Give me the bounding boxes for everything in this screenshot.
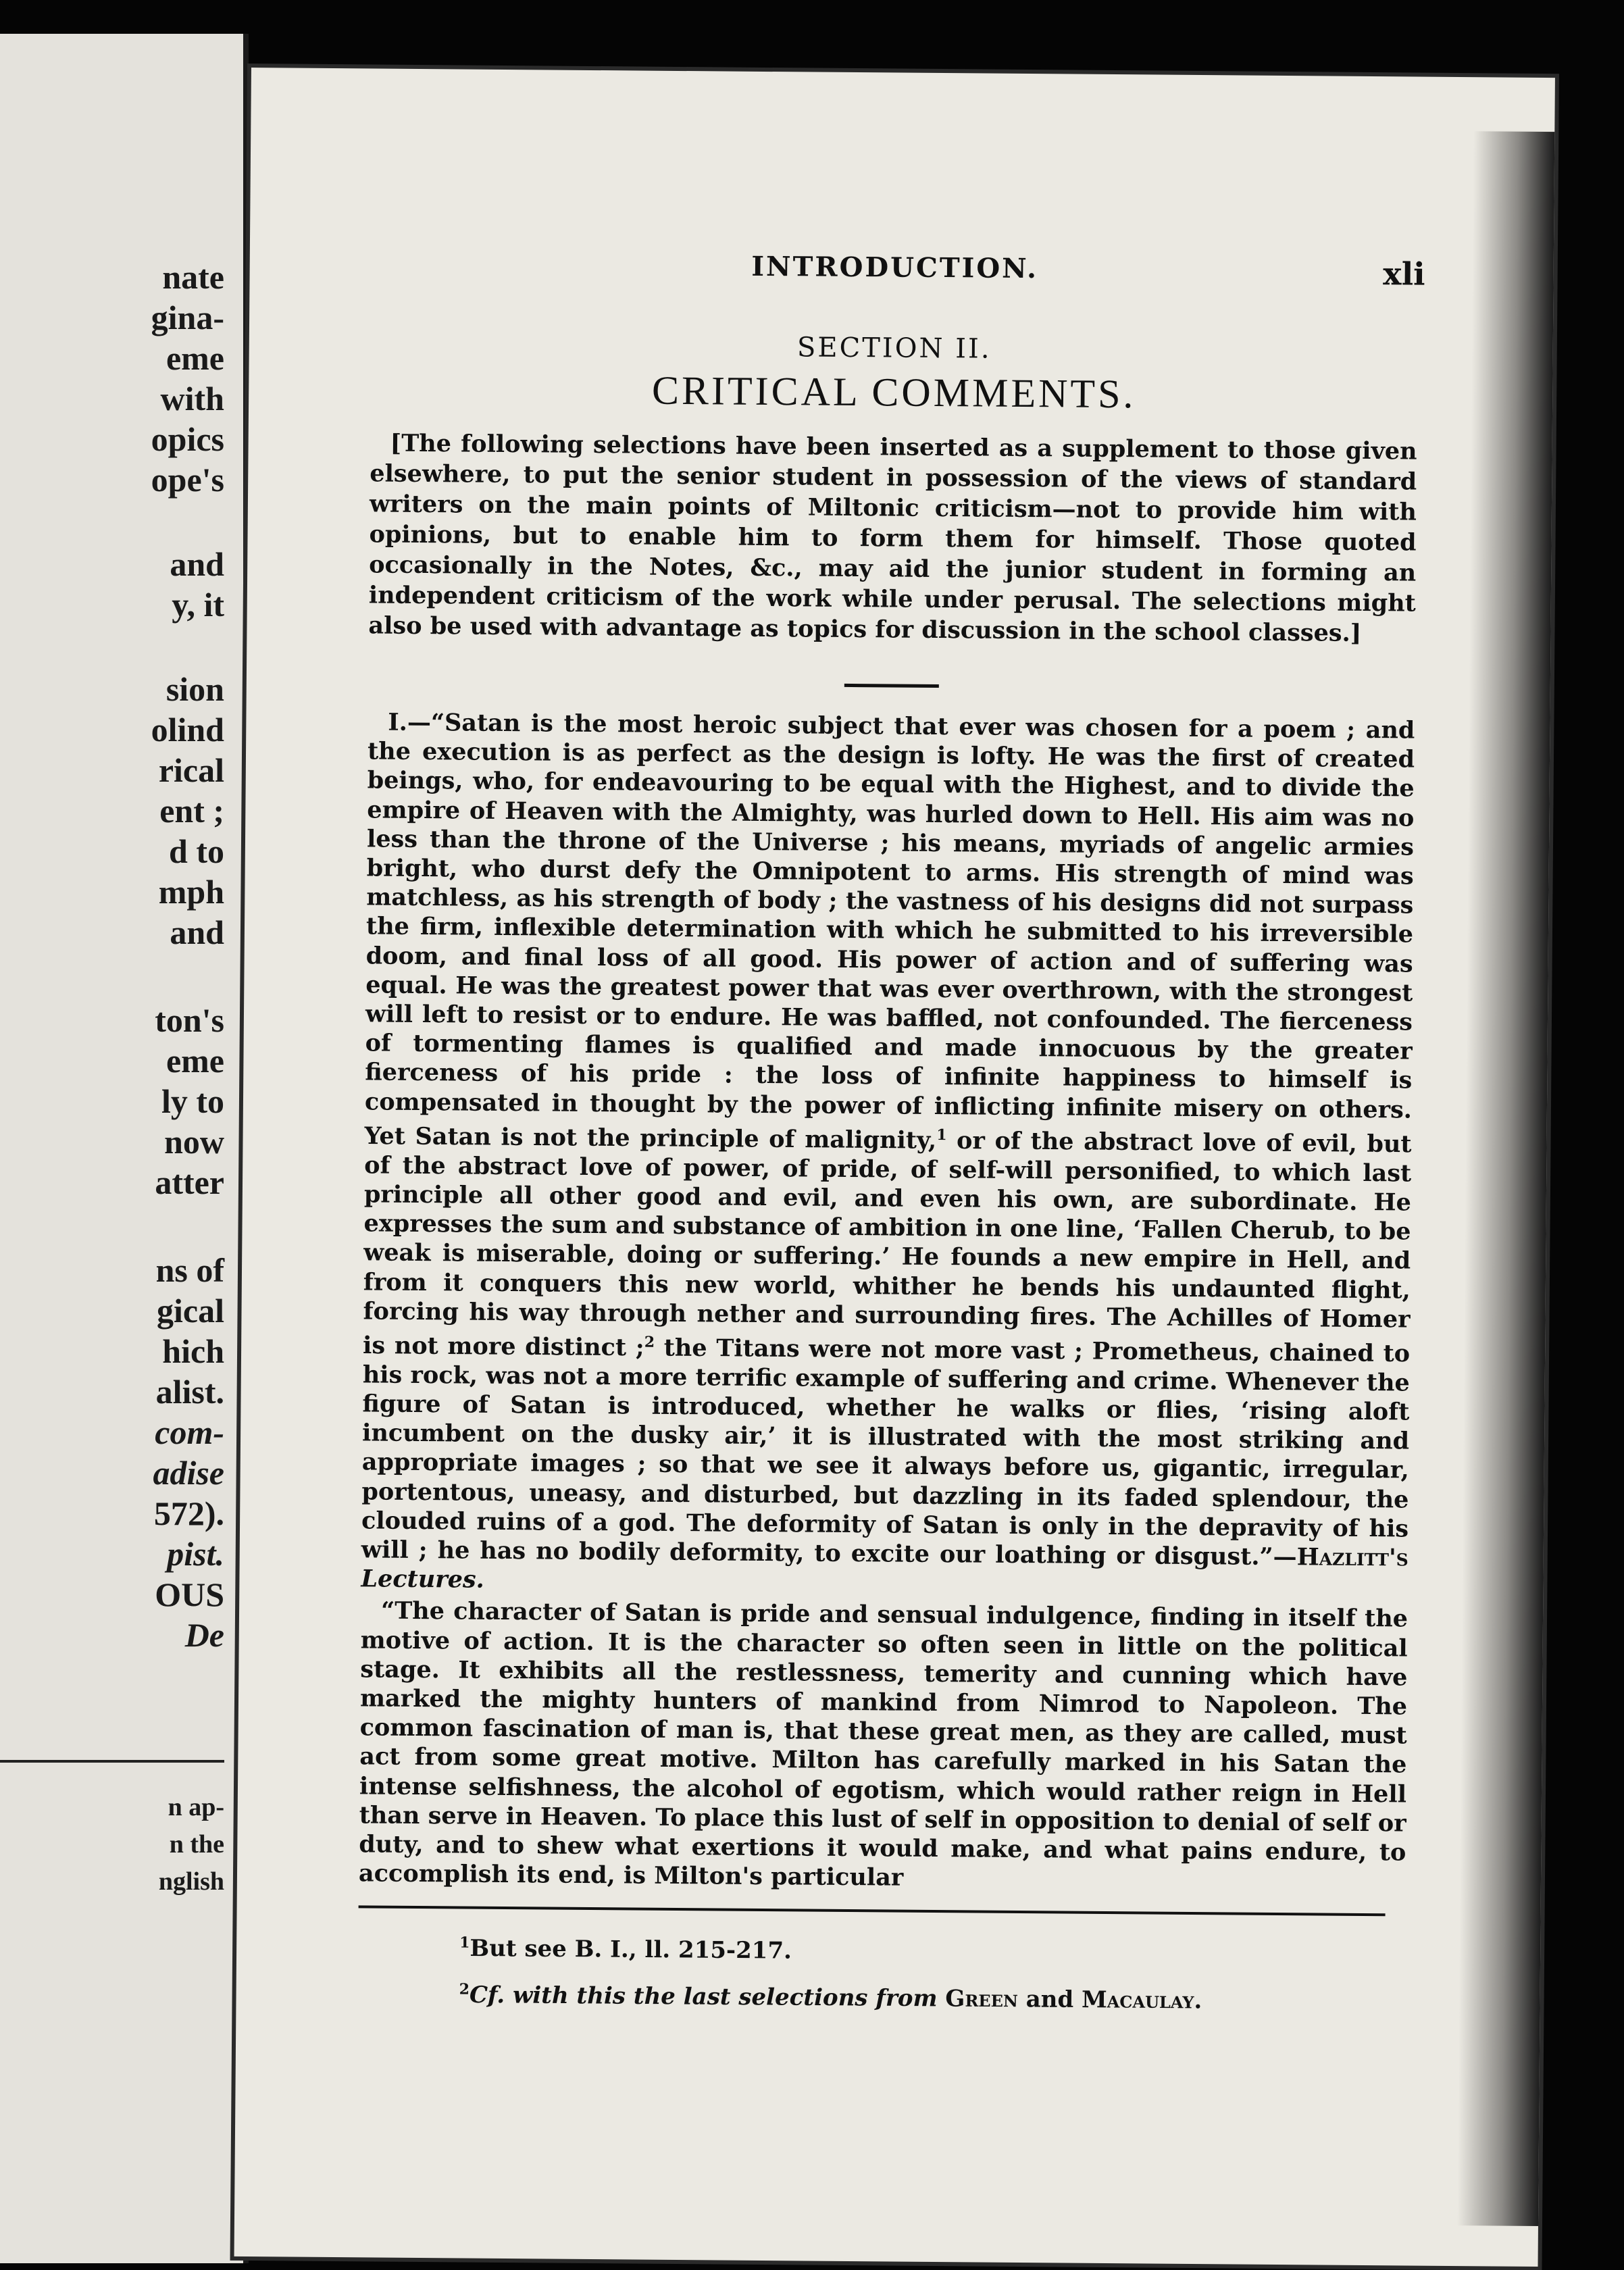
left-page-fragment: ope's	[151, 461, 224, 499]
left-page-fragment: nglish	[158, 1867, 224, 1896]
left-page-fragment: gical	[157, 1292, 224, 1330]
left-page-fragment: adise	[153, 1454, 224, 1492]
footnote-number: 2	[459, 1980, 470, 1998]
footnote-1	[358, 1922, 1405, 1976]
left-page-fragment: and	[170, 913, 224, 951]
editor-note: [The following selections have been inserted as a supplement to those given elsewhere, to put the senior student in possession of the views of standard writers on the main points of Miltonic criticism—not to provide him with opinions, but to enable him to form them for himself. Those quoted occasionally in the Notes, &c., may aid the junior student in forming an independent criticism of the work while under perusal. The selections might also be used with advantage as topics for discussion in the school classes.]	[368, 429, 1417, 647]
footnote-text: and	[1017, 1986, 1082, 2013]
left-page-fragment: ent ;	[159, 792, 224, 830]
left-facing-page	[0, 34, 249, 2263]
left-page-fragment: rical	[158, 751, 224, 789]
left-page-fragment: n the	[169, 1830, 224, 1859]
paragraph-text: or of the abstract love of evil, but of the abstract love of power, of pride, of self-will personified, to which last principle all other good and evil, and even his own, are subordinate. He expresses the sum and substance of ambition in one line, ‘Fallen Cherub, to be weak is miserable, doing or suffering.’ He founds a new empire in Hell, and from it conquers this new world, whither he bends his undaunted flight, forcing his way through nether and surrounding fires. The Achilles of Homer is not more distinct ;	[362, 1126, 1412, 1362]
left-page-fragment: eme	[166, 339, 224, 377]
footnote-ref: 1	[936, 1126, 947, 1144]
paragraph-text: I.—“Satan is the most heroic subject that ever was chosen for a poem ; and the execution is as perfect as the design is lofty. He was the first of created beings, who, for endeavouring to be equal with the Highest, and to divide the empire of Heaven with the Almighty, was hurled down to Hell. His aim was no less than the throne of the Universe ; his means, myriads of angelic armies bright, who durst defy the Omnipotent to arms. His strength of mind was matchless, as his strength of body ; the vastness of his designs did not surpass the firm, inflexible determination with which he submitted to his irreversible doom, and final loss of all good. His power of action and of suffering was equal. He was the greatest power that was ever overthrown, with the strongest will left to resist or to endure. He was baffled, not confounded. The fierceness of tormenting flames is qualified and made innocuous by the greater fierceness of his pride : the loss of infinite happiness to himself is compensated in thought by the power of inflicting infinite misery on others. Yet Satan is not the principle of malignity,	[364, 708, 1415, 1155]
footnote-ref: 2	[644, 1333, 655, 1351]
left-page-fragment: atter	[155, 1163, 224, 1201]
paragraph-text: the Titans were not more vast ; Prometheus, chained to his rock, was not a more terrific example of suffering and crime. Whenever the figure of Satan is introduced, whether he walks or flies, ‘rising aloft incumbent on the dusky air,’ it is illustrated with the most striking and appropriate images ; so that we see it always before us, gigantic, irregular, portentous, uneasy, and disturbed, but dazzling in its faded splendour, the clouded ruins of a god. The deformity of Satan is only in the depravity of his will ; he has no bodily deformity, to excite our loathing or disgust.”—	[361, 1334, 1411, 1571]
left-page-fragment: olind	[151, 711, 224, 749]
left-page-fragment: n ap-	[168, 1793, 224, 1821]
section-title: CRITICAL COMMENTS.	[651, 368, 1136, 417]
attribution-work: Lectures.	[361, 1565, 484, 1594]
left-page-fragment: com-	[155, 1413, 224, 1451]
footnote-text: Cf. with this the last selections from	[469, 1981, 946, 2013]
left-page-fragment: ly to	[161, 1082, 224, 1120]
footnote-2	[357, 1968, 1404, 2022]
attribution-author: Hazlitt's	[1296, 1543, 1409, 1572]
left-page-fragment: and	[170, 545, 224, 583]
left-page-fragment: with	[160, 380, 224, 418]
paragraph-satan-character: “The character of Satan is pride and sensual indulgence, finding in itself the motive of action. It is the character so often seen in little on the political stage. It exhibits all the restlessness, temerity and cunning which have marked the mighty hunters of mankind from Nimrod to Napoleon. The common fascination of man is, that these great men, as they are called, must act from some great motive. Milton has carefully marked in his Satan the intense selfishness, the alcohol of egotism, which would rather reign in Hell than serve in Heaven. To place this lust of self in opposition to denial of self or duty, and to shew what exertions it would make, and what pains endure, to accomplish its end, is Milton's particular	[358, 1596, 1409, 1892]
left-page-fragment: ton's	[155, 1001, 224, 1039]
left-page-fragment: 572).	[153, 1494, 224, 1532]
left-page-fragment: pist.	[167, 1535, 224, 1573]
footnote-author-macaulay: Macaulay.	[1081, 1986, 1202, 2015]
left-page-fragment: gina-	[151, 299, 224, 336]
left-page-fragment: sion	[166, 670, 224, 708]
section-label: SECTION II.	[796, 332, 992, 365]
left-page-fragment: De	[184, 1616, 224, 1654]
footnote-number: 1	[459, 1934, 470, 1952]
left-page-fragment: OUS	[155, 1575, 224, 1613]
left-page-fragment: opics	[151, 420, 224, 458]
left-page-fragment: d to	[169, 832, 224, 870]
left-page-fragment: hich	[162, 1332, 224, 1370]
page-number: xli	[1383, 255, 1425, 293]
main-page	[234, 68, 1555, 2267]
paragraph-hazlitt	[361, 707, 1415, 1602]
left-page-rule	[0, 1760, 224, 1763]
footnote-author-green: Green	[945, 1985, 1019, 2013]
left-page-fragment: mph	[158, 873, 224, 911]
left-page-fragment: y, it	[172, 586, 224, 624]
left-page-fragment: ns of	[155, 1251, 224, 1289]
running-head	[371, 247, 1425, 316]
page-edge-shadow	[1457, 131, 1554, 2226]
left-page-fragment: eme	[166, 1042, 224, 1080]
left-page-fragment: alist.	[155, 1373, 224, 1411]
left-page-fragment: now	[164, 1123, 224, 1161]
footnote-rule	[359, 1906, 1386, 1917]
body-text	[359, 707, 1415, 1896]
page-content	[357, 247, 1425, 2022]
section-divider	[844, 684, 939, 688]
footnote-text: But see B. I., ll. 215-217.	[470, 1935, 792, 1965]
running-head-title: INTRODUCTION.	[751, 250, 1039, 285]
left-page-fragment: nate	[162, 258, 224, 296]
